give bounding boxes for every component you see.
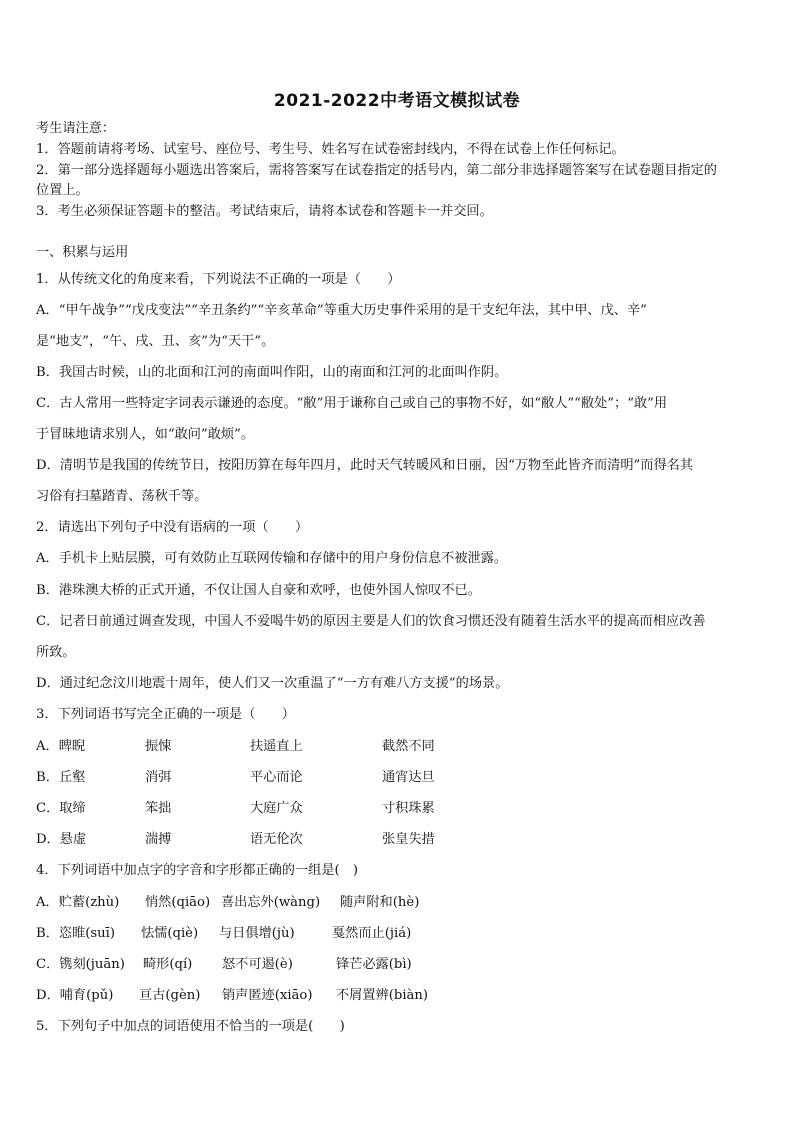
q4-a-word-3: 喜出忘外(wàng) <box>221 895 321 910</box>
q3-d-word-2: 湍搏 <box>145 832 172 847</box>
q3-a-word-2: 振悚 <box>145 739 172 754</box>
q2-stem: 2．请选出下列句子中没有语病的一项（ ） <box>36 520 309 535</box>
q3-b-word-3: 平心而论 <box>250 770 303 785</box>
q5-stem: 5．下列句子中加点的词语使用不恰当的一项是( ) <box>36 1019 345 1034</box>
q4-a-word-4: 随声附和(hè) <box>340 895 420 910</box>
q3-b-word-2: 消弭 <box>145 770 172 785</box>
q1-option-a-cont: 是“地支”，“午、戌、丑、亥”为“天干”。 <box>36 334 275 349</box>
q4-a-word-1: A．贮蓄(zhù) <box>36 895 120 910</box>
q4-c-word-3: 怒不可遏(è) <box>222 957 293 972</box>
notice-item-2: 2．第一部分选择题每小题选出答案后，需将答案写在试卷指定的括号内，第二部分非选择题答案写在试卷题目指定的 <box>36 163 717 178</box>
q3-d-word-1: D．悬虚 <box>36 832 87 847</box>
q3-c-word-2: 笨拙 <box>145 801 172 816</box>
q2-option-b: B．港珠澳大桥的正式开通，不仅让国人自豪和欢呼，也使外国人惊叹不已。 <box>36 583 481 598</box>
notice-item-1: 1．答题前请将考场、试室号、座位号、考生号、姓名写在试卷密封线内，不得在试卷上作任何标记。 <box>36 142 625 157</box>
q4-c-word-2: 畸形(qí) <box>143 957 193 972</box>
notice-item-3: 3．考生必须保证答题卡的整洁。考试结束后，请将本试卷和答题卡一并交回。 <box>36 204 493 219</box>
q3-stem: 3．下列词语书写完全正确的一项是（ ） <box>36 707 295 722</box>
q4-d-word-2: 亘古(gèn) <box>139 988 201 1003</box>
q4-b-word-3: 与日俱增(jù) <box>219 926 295 941</box>
q4-c-word-1: C．镌刻(juān) <box>36 957 125 972</box>
q4-b-word-1: B．恣睢(suī) <box>36 926 116 941</box>
q3-c-word-1: C．取缔 <box>36 801 86 816</box>
q4-c-word-4: 锋芒必露(bì) <box>336 957 412 972</box>
q3-d-word-3: 语无伦次 <box>250 832 303 847</box>
q4-b-word-2: 怯懦(qiè) <box>141 926 199 941</box>
q4-d-word-1: D．哺育(pǔ) <box>36 988 114 1003</box>
q1-option-b: B．我国古时候，山的北面和江河的南面叫作阳，山的南面和江河的北面叫作阴。 <box>36 365 508 380</box>
q1-stem: 1．从传统文化的角度来看，下列说法不正确的一项是（ ） <box>36 272 401 287</box>
q4-d-word-3: 销声匿迹(xiāo) <box>222 988 313 1003</box>
q2-option-a: A．手机卡上贴层膜，可有效防止互联网传输和存储中的用户身份信息不被泄露。 <box>36 551 508 566</box>
notice-heading: 考生请注意： <box>36 121 116 136</box>
q3-b-word-1: B．丘壑 <box>36 770 86 785</box>
q4-d-word-4: 不屑置辨(biàn) <box>336 988 429 1003</box>
q1-option-a: A．“甲午战争”“戊戌变法”“辛丑条约”“辛亥革命”等重大历史事件采用的是干支纪年法，其中甲、戊、辛” <box>36 303 647 318</box>
q1-option-d: D．清明节是我国的传统节日，按阳历算在每年四月，此时天气转暖风和日丽，因“万物至此皆齐而清明”而得名其 <box>36 458 694 473</box>
q2-option-c: C．记者日前通过调查发现，中国人不爱喝牛奶的原因主要是人们的饮食习惯还没有随着生活水平的提高而相应改善 <box>36 614 706 629</box>
q4-stem: 4．下列词语中加点字的字音和字形都正确的一组是( ) <box>36 863 358 878</box>
q3-b-word-4: 通宵达旦 <box>382 770 435 785</box>
q4-b-word-4: 戛然而止(jiá) <box>332 926 412 941</box>
q3-d-word-4: 张皇失措 <box>382 832 435 847</box>
q3-a-word-3: 扶遥直上 <box>250 739 303 754</box>
q2-option-d: D．通过纪念汶川地震十周年，使人们又一次重温了“一方有难八方支援”的场景。 <box>36 676 509 691</box>
q2-option-c-cont: 所致。 <box>36 645 76 660</box>
q3-a-word-1: A．睥睨 <box>36 739 86 754</box>
exam-title: 2021-2022中考语文模拟试卷 <box>273 91 521 111</box>
notice-item-2-cont: 位置上。 <box>36 183 89 198</box>
q3-c-word-4: 寸积珠累 <box>382 801 435 816</box>
q1-option-c-cont: 于冒昧地请求别人，如“敢问”敢烦”。 <box>36 427 255 442</box>
q4-a-word-2: 悄然(qiāo) <box>145 895 211 910</box>
q1-option-d-cont: 习俗有扫墓踏青、荡秋千等。 <box>36 489 208 504</box>
q1-option-c: C．古人常用一些特定字词表示谦逊的态度。“敝”用于谦称自己或自己的事物不好，如“敝人”“敝处”；“敢”用 <box>36 396 668 411</box>
section-heading: 一、积累与运用 <box>36 245 129 260</box>
q3-a-word-4: 截然不同 <box>382 739 435 754</box>
q3-c-word-3: 大庭广众 <box>250 801 303 816</box>
